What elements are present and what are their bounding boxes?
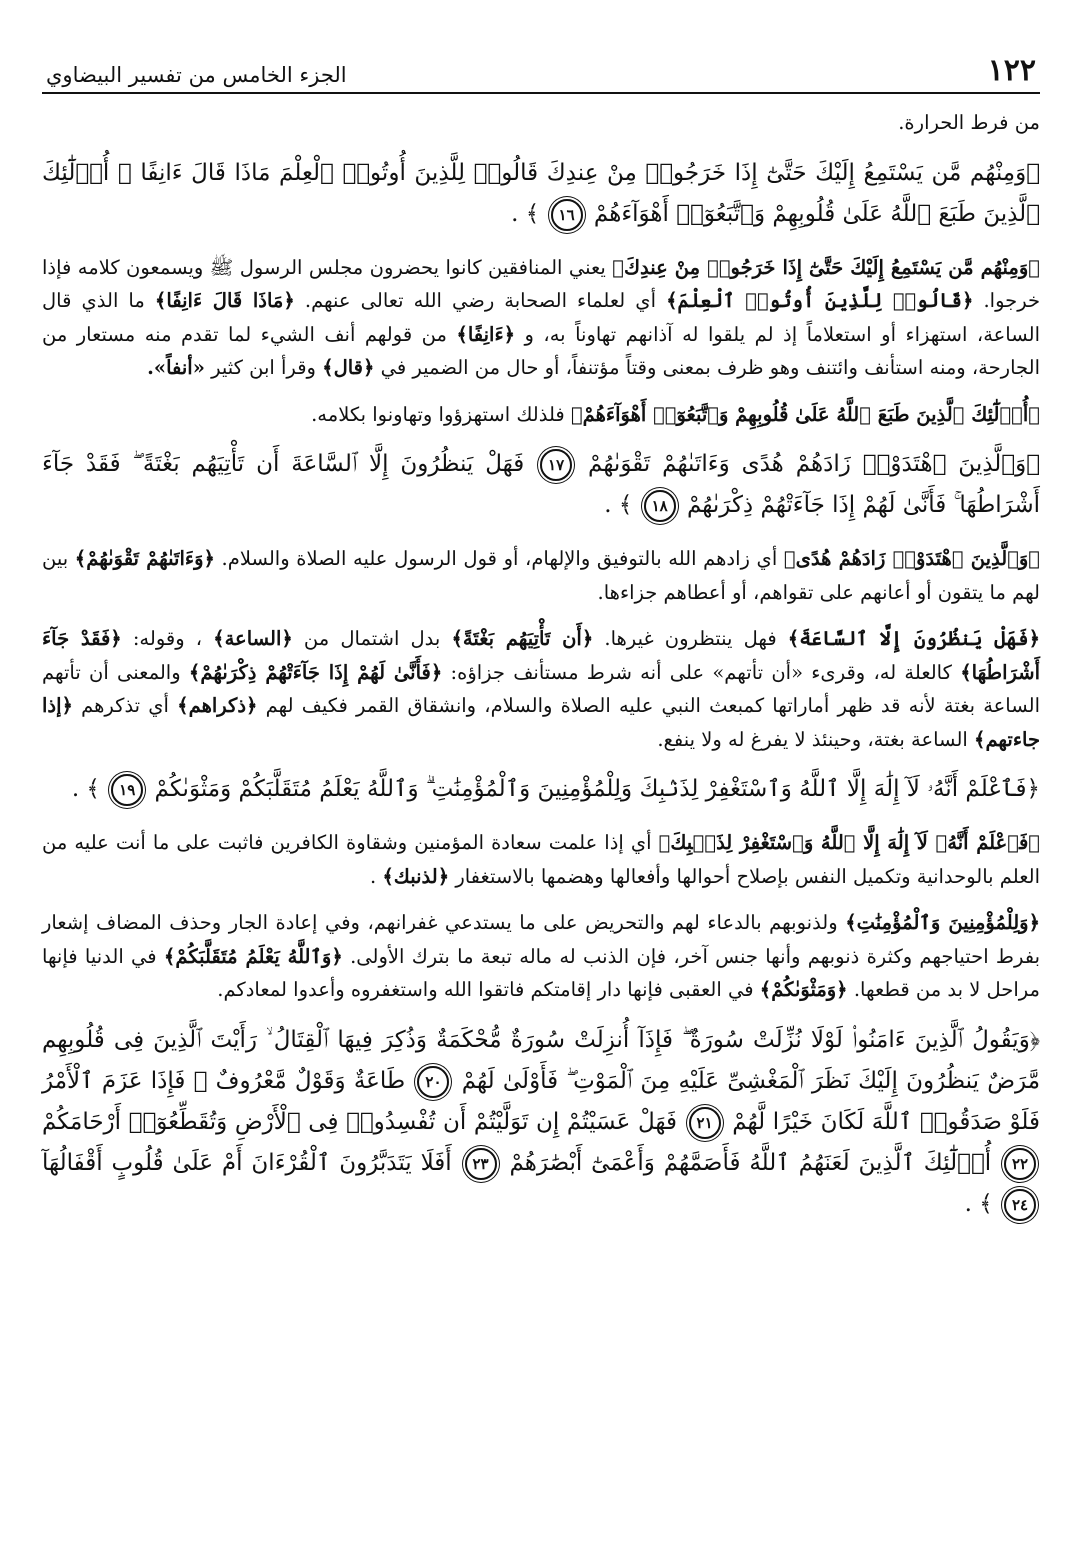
quoted-verse-text: ﴿ذكراهم﴾ [177, 694, 258, 717]
text-run: أي لعلماء الصحابة رضي الله تعالى عنهم. [294, 289, 656, 312]
commentary-paragraph [42, 826, 1040, 893]
verse-number-marker: ٢٠ [417, 1066, 449, 1098]
text-run: ﴿وَٱلَّذِينَ ٱهْتَدَوْا۟ زَادَهُمْ هُدًى وَءَاتَىٰهُمْ تَقْوَىٰهُمْ [588, 451, 1041, 477]
quran-verse-block [42, 444, 1040, 526]
quoted-verse-text: ﴿مَاذَا قَالَ ءَانِفًا﴾ [154, 289, 295, 312]
quoted-verse-text: ﴿الساعة﴾ [213, 627, 293, 650]
text-run: فهل ينتظرون غيرها. [593, 627, 777, 650]
text-run: ﴾ . [604, 492, 633, 518]
quoted-verse-text: ﴿فَهَلْ يَنظُرُونَ إِلَّا ٱلسَّاعَةَ﴾ [787, 627, 1040, 650]
text-run: ما الذي قال الساعة، استهزاء أو استعلاماً إذ لم يلقوا له آذانهم تهاوناً به، و [42, 289, 1040, 346]
text-run: فَهَلْ عَسَيْتُمْ إِن تَوَلَّيْتُمْ أَن تُفْسِدُوا۟ فِى ٱلْأَرْضِ وَتُقَطِّعُوٓا۟ أَرْحَامَكُمْ [42, 1108, 677, 1135]
quoted-verse-text: ﴿وَٱلَّذِينَ ٱهْتَدَوْا۟ زَادَهُمْ هُدًى﴾ [783, 547, 1041, 570]
quoted-verse-text: ﴿وَءَاتَىٰهُمْ تَقْوَىٰهُمْ﴾ [74, 547, 215, 570]
quoted-verse-text: ﴿وَمَثْوَىٰكُمْ﴾ [759, 978, 848, 1001]
quran-verse-block [42, 1020, 1040, 1225]
quoted-verse-text: ﴿أُو۟لَٰٓئِكَ ٱلَّذِينَ طَبَعَ ٱللَّهُ عَلَىٰ قُلُوبِهِمْ وَٱتَّبَعُوٓا۟ أَهْوَآءَهُمْ﴾ [570, 402, 1040, 426]
text-run: أي تذكرهم [72, 694, 169, 717]
text-run: ﴾ . [71, 776, 100, 802]
text-run: ﴾ . [511, 200, 540, 227]
verse-number-marker: ٢١ [689, 1107, 721, 1139]
quran-verse-block [42, 153, 1040, 235]
text-run: . [369, 864, 377, 888]
text-run: بين لهم ما يتقون أو أعانهم على تقواهم، أو أعطاهم جزاءها. [42, 547, 1040, 604]
quoted-verse-text: ﴿قال﴾ [322, 356, 375, 379]
text-run: ﴾ . [964, 1190, 993, 1217]
quoted-verse-text: ﴿فَأَنَّىٰ لَهُمْ إِذَا جَآءَتْهُمْ ذِكْرَىٰهُمْ﴾ [188, 660, 443, 684]
text-run: من قولهم أنف الشيء لما تقدم منه مستعار من الجارحة، ومنه استأنف وائتنف وهو ظرف بمعنى وقتاً مؤتنفاً، أو حال من الضمير في [42, 322, 1040, 379]
page-body [42, 106, 1040, 1225]
commentary-paragraph [42, 106, 1040, 140]
page-number: ١٢٢ [987, 53, 1036, 88]
text-run: وقرأ ابن كثير [204, 356, 316, 379]
quran-verse-block [42, 769, 1040, 810]
text-run: يعني المنافقين كانوا يحضرون مجلس الرسول ﷺ ويسمعون كلامه فإذا خرجوا. [42, 255, 1041, 312]
commentary-paragraph [42, 398, 1040, 432]
quoted-verse-text: ﴿فَقَدْ جَآءَ أَشْرَاطُهَا﴾ [42, 627, 1041, 684]
text-run: أي زادهم الله بالتوفيق والإلهام، أو قول الرسول عليه الصلاة والسلام. [214, 547, 778, 570]
commentary-paragraph [42, 906, 1040, 1007]
verse-number-marker: ٢٣ [465, 1148, 497, 1180]
quoted-verse-text: ﴿لذنبك﴾ [382, 864, 450, 888]
commentary-paragraph [42, 251, 1040, 385]
text-run: كالعلة له، وقرىء «أن تأتهم» على أنه شرط مستأنف جزاؤه: [442, 660, 952, 684]
quoted-verse-text: «أنفاً». [147, 356, 205, 379]
text-run: فَهَلْ يَنظُرُونَ إِلَّا ٱلسَّاعَةَ أَن تَأْتِيَهُم بَغْتَةً ۖ فَقَدْ جَآءَ أَشْرَاطُهَا ۚ فَأَنَّىٰ لَهُمْ إِذَا جَآءَتْهُمْ ذِكْرَىٰهُمْ [42, 451, 1040, 518]
text-run: والمعنى أن تأتهم الساعة بغتة لأنه قد ظهر أماراتها كمبعث النبي عليه الصلاة والسلام، وانشقاق القمر فكيف لهم [42, 660, 1041, 717]
text-run: ، وقوله: [121, 627, 203, 650]
text-run: بدل اشتمال من [292, 627, 441, 650]
quoted-verse-text: ﴿فَٱعْلَمْ أَنَّهُۥ لَآ إِلَٰهَ إِلَّا ٱللَّهُ وَٱسْتَغْفِرْ لِذَنۢبِكَ﴾ [658, 831, 1040, 854]
verse-number-marker: ٢٤ [1004, 1189, 1036, 1221]
text-run: أَفَلَا يَتَدَبَّرُونَ ٱلْقُرْءَانَ أَمْ عَلَىٰ قُلُوبٍ أَقْفَالُهَآ [42, 1149, 452, 1176]
quoted-verse-text: ﴿ءَانِفًا﴾ [456, 322, 516, 346]
text-run: في الدنيا فإنها مراحل لا بد من قطعها. [42, 944, 1040, 1001]
commentary-paragraph [42, 542, 1040, 609]
text-run: أُو۟لَٰٓئِكَ ٱلَّذِينَ لَعَنَهُمُ ٱللَّهُ فَأَصَمَّهُمْ وَأَعْمَىٰٓ أَبْصَٰرَهُمْ [509, 1149, 992, 1176]
verse-number-marker: ١٧ [540, 449, 572, 481]
text-run: فلذلك استهزؤوا وتهاونوا بكلامه. [311, 402, 565, 426]
text-run: ﴿فَٱعْلَمْ أَنَّهُۥ لَآ إِلَٰهَ إِلَّا ٱللَّهُ وَٱسْتَغْفِرْ لِذَنۢبِكَ وَلِلْمُؤْمِنِينَ وَٱلْمُؤْمِنَٰتِ ۗ وَٱللَّهُ يَعْلَمُ مُتَقَلَّبَكُمْ وَمَثْوَىٰكُمْ [154, 776, 1040, 802]
text-run: من فرط الحرارة. [898, 111, 1040, 134]
running-head: الجزء الخامس من تفسير البيضاوي [46, 63, 347, 87]
text-run: ولذنوبهم بالدعاء لهم والتحريض على ما يستدعي غفرانهم، وفي إعادة الجار وحذف المضاف إشعار بفرط احتياجهم وكثرة ذنوبهم وأنها جنس آخر، فإن الذنب له ماله تبعة ما بترك الأولى. [42, 911, 1041, 968]
verse-number-marker: ١٩ [111, 774, 143, 806]
quoted-verse-text: ﴿وَلِلْمُؤْمِنِينَ وَٱلْمُؤْمِنَٰتِ﴾ [845, 911, 1040, 934]
verse-number-marker: ١٦ [551, 199, 583, 231]
text-run: الساعة بغتة، وحينئذ لا يفرغ له ولا ينفع. [657, 727, 968, 751]
quoted-verse-text: ﴿إذا جاءتهم﴾ [42, 694, 1040, 751]
text-run: طَاعَةٌ وَقَوْلٌ مَّعْرُوفٌ ۚ فَإِذَا عَزَمَ ٱلْأَمْرُ فَلَوْ صَدَقُوا۟ ٱللَّهَ لَكَانَ خَيْرًا لَّهُمْ [42, 1067, 1041, 1135]
verse-number-marker: ١٨ [644, 490, 676, 522]
quoted-verse-text: ﴿وَٱللَّهُ يَعْلَمُ مُتَقَلَّبَكُمْ﴾ [163, 944, 343, 968]
page-header [42, 53, 1040, 94]
text-run: ﴿وَمِنْهُم مَّن يَسْتَمِعُ إِلَيْكَ حَتَّىٰٓ إِذَا خَرَجُوا۟ مِنْ عِندِكَ قَالُوا۟ لِلَّذِينَ أُوتُوا۟ ٱلْعِلْمَ مَاذَا قَالَ ءَانِفًا ۚ أُو۟لَٰٓئِكَ ٱلَّذِينَ طَبَعَ ٱللَّهُ عَلَىٰ قُلُوبِهِمْ وَٱتَّبَعُوٓا۟ أَهْوَآءَهُمْ [42, 159, 1040, 227]
quoted-verse-text: ﴿وَمِنْهُم مَّن يَسْتَمِعُ إِلَيْكَ حَتَّىٰٓ إِذَا خَرَجُوا۟ مِنْ عِندِكَ﴾ [612, 255, 1040, 279]
text-run: في العقبى فإنها دار إقامتكم فاتقوا الله واستغفروه وأعدوا لمعادكم. [217, 978, 754, 1001]
text-run: ﴿وَيَقُولُ ٱلَّذِينَ ءَامَنُوا۟ لَوْلَا نُزِّلَتْ سُورَةٌ ۖ فَإِذَآ أُنزِلَتْ سُورَةٌ مُّحْكَمَةٌ وَذُكِرَ فِيهَا ٱلْقِتَالُ ۙ رَأَيْتَ ٱلَّذِينَ فِى قُلُوبِهِم مَّرَضٌ يَنظُرُونَ إِلَيْكَ نَظَرَ ٱلْمَغْشِىِّ عَلَيْهِ مِنَ ٱلْمَوْتِ ۖ فَأَوْلَىٰ لَهُمْ [42, 1026, 1041, 1094]
quoted-verse-text: ﴿قَالُوا۟ لِلَّذِينَ أُوتُوا۟ ٱلْعِلْمَ﴾ [666, 289, 974, 312]
commentary-paragraph [42, 622, 1040, 756]
verse-number-marker: ٢٢ [1004, 1148, 1036, 1180]
text-run: أي إذا علمت سعادة المؤمنين وشقاوة الكافرين فاثبت على ما أنت عليه من العلم بالوحدانية وتكميل النفس بإصلاح أحوالها وأفعالها وهضمها بالاستغفار [42, 831, 1040, 888]
quoted-verse-text: ﴿أَن تَأْتِيَهُم بَغْتَةً﴾ [451, 627, 594, 650]
